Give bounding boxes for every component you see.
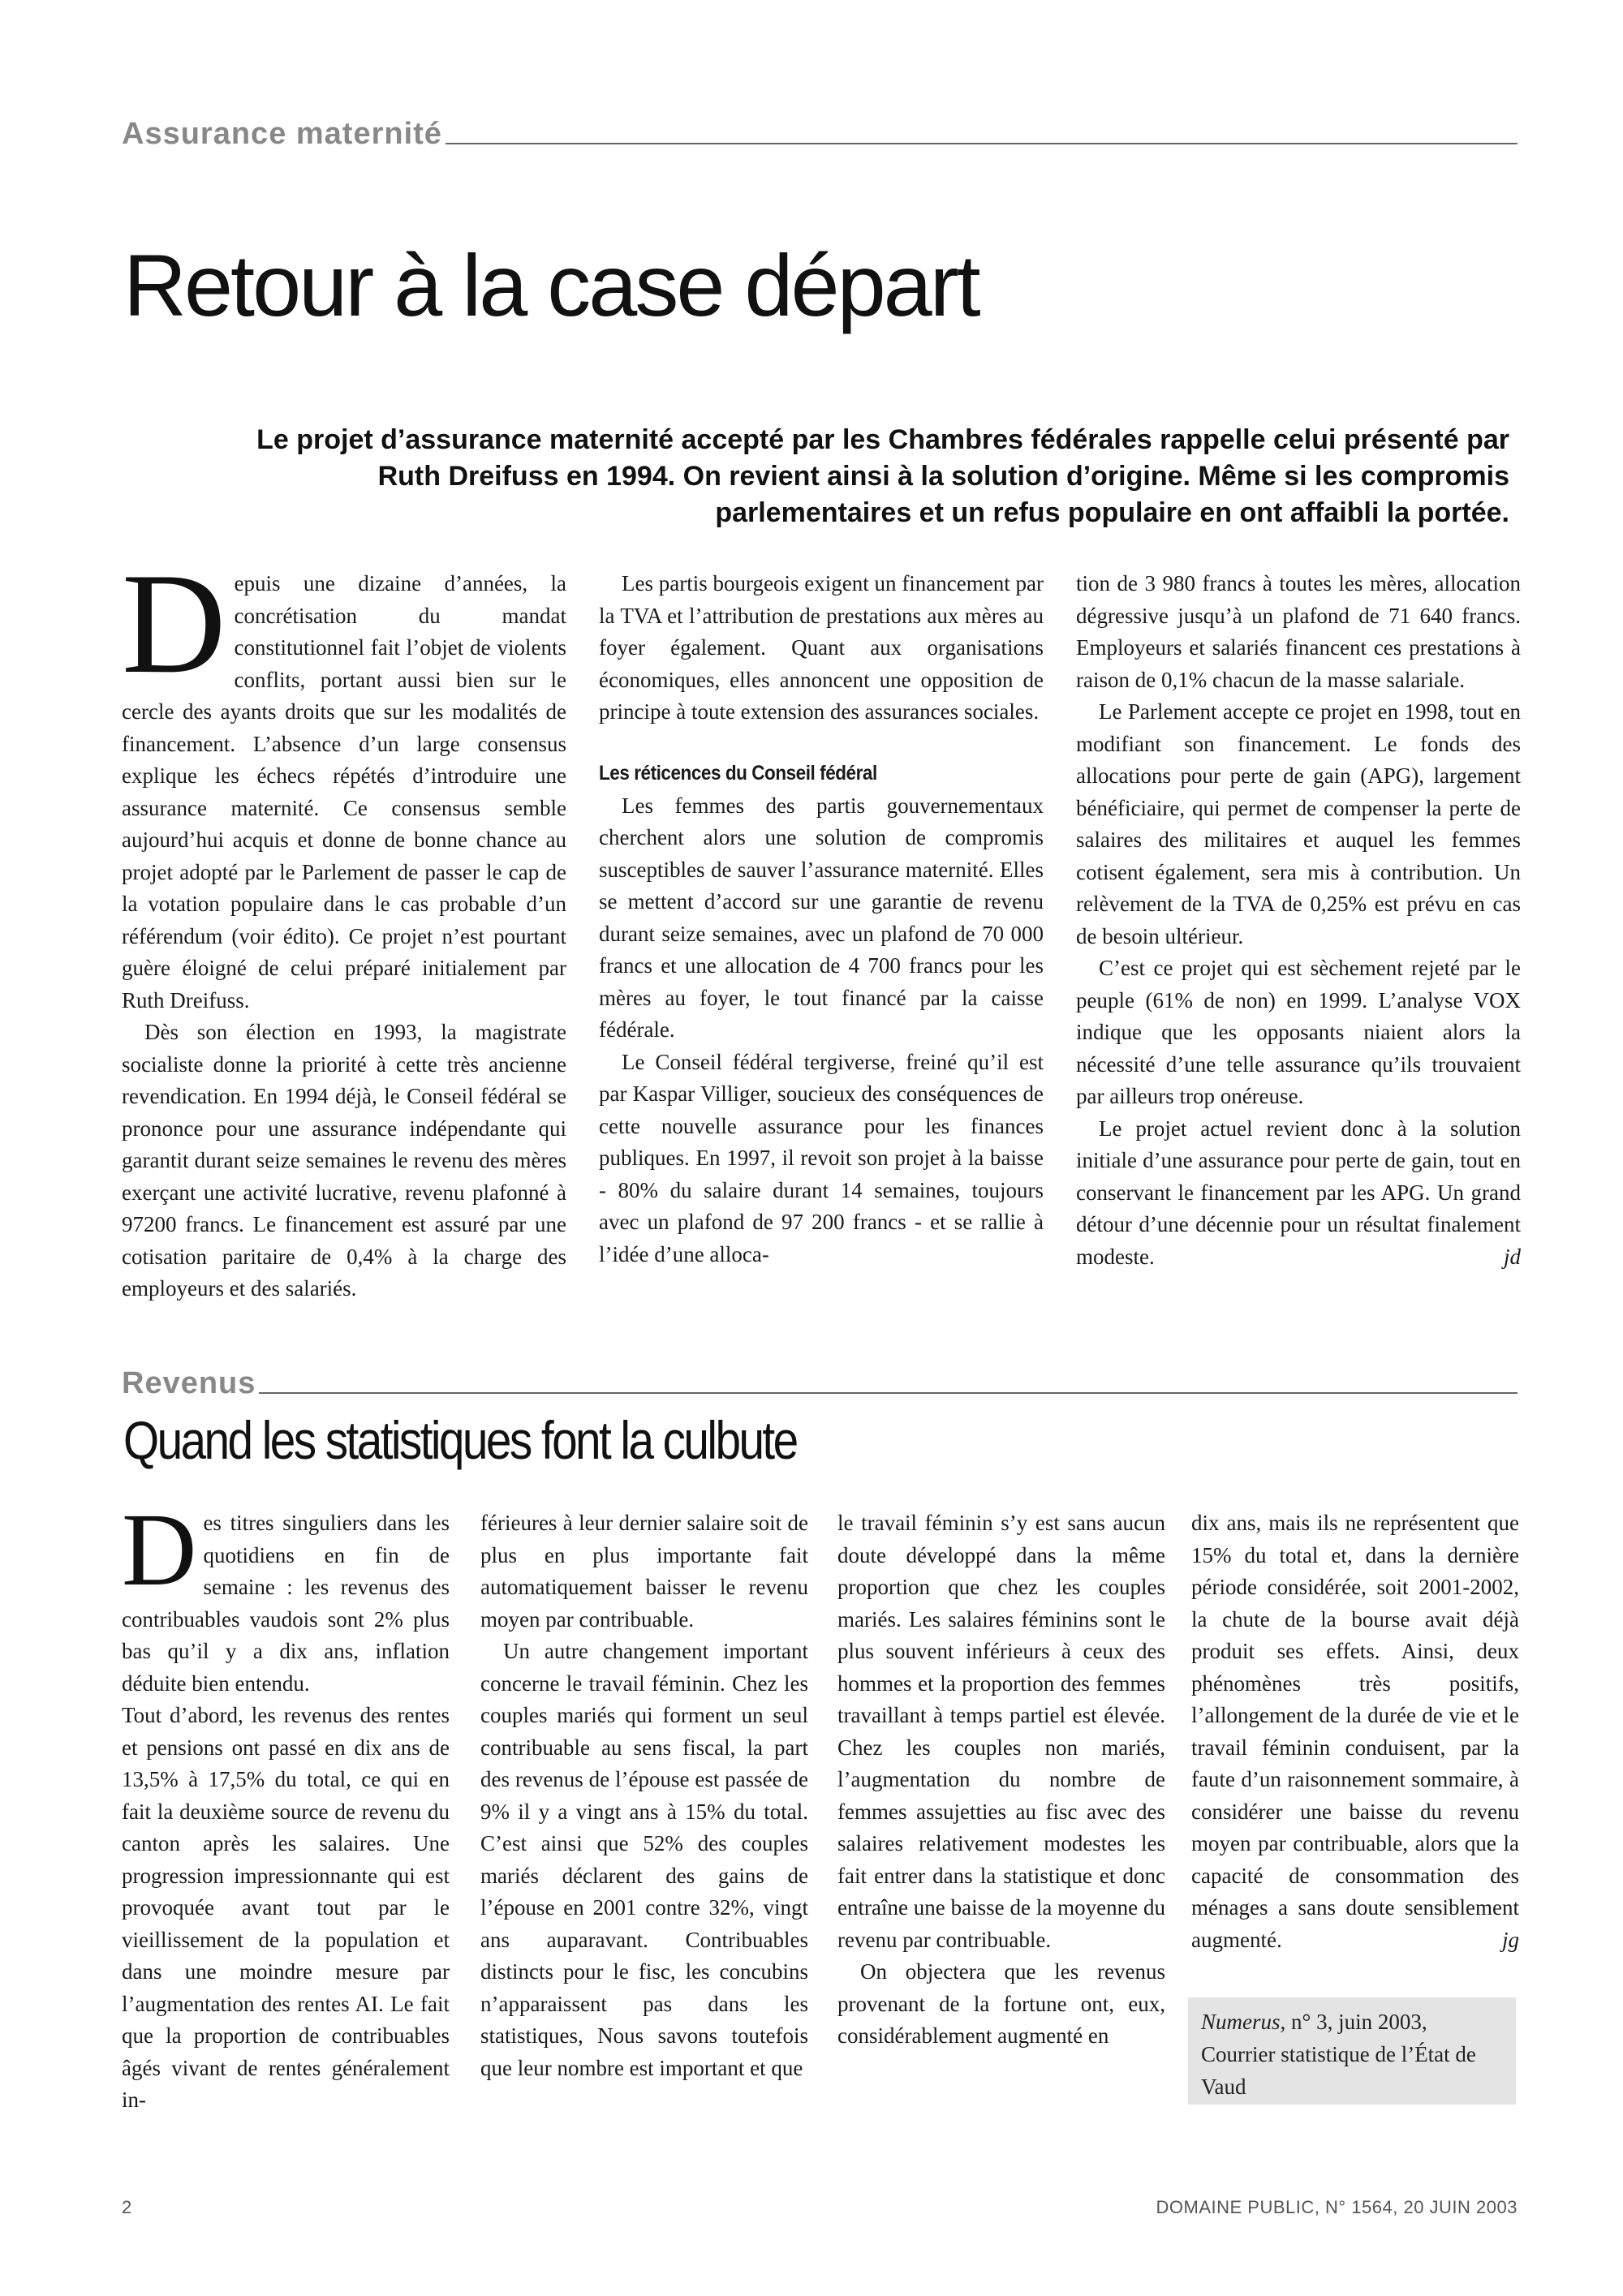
rubric-row-revenus [122, 1363, 1518, 1400]
publication-info: DOMAINE PUBLIC, N° 1564, 20 JUIN 2003 [1156, 2197, 1518, 2217]
drop-cap: D [122, 1492, 197, 1607]
article-column-3 [837, 1507, 1165, 2053]
paragraph: Des titres singuliers dans les quotidiens en fin de semaine : les revenus des contribuables vaudois sont 2% plus bas qu’il y a dix ans, inflation déduite bien entendu. [122, 1492, 450, 1696]
article-column-2 [480, 1507, 808, 2084]
paragraph: Le Parlement accepte ce projet en 1998, tout en modifiant son financement. Le fonds des allocations pour perte de gain (APG), largement bénéficiaire, qui permet de compenser la perte de salaires des militaires et auquel les femmes cotisent également, sera mis à contribution. Un relèvement de la TVA de 0,25% est prévu en cas de besoin ultérieur. [1076, 699, 1521, 948]
article-column-3 [1076, 568, 1521, 1273]
paragraph: Le projet actuel revient donc à la solution initiale d’une assurance pour perte de gain, tout en conservant le financement par les APG. Un grand détour d’une décennie pour un résultat finalement modeste. jd [1076, 1113, 1521, 1274]
paragraph: Tout d’abord, les revenus des rentes et pensions ont passé en dix ans de 13,5% à 17,5% du total, ce qui en fait la deuxième source de revenu du canton après les salaires. Une progression impressionnante qui est provoquée avant tout par le vieillissement de la population et dans une moindre mesure par l’augmentation des rentes AI. Le fait que la proportion de contribuables âgés vivant de rentes généralement in- [122, 1703, 450, 2112]
article-column-4 [1191, 1507, 1519, 1956]
paragraph: Le Conseil fédéral tergiverse, freiné qu’il est par Kaspar Villiger, soucieux des conséquences de cette nouvelle assurance pour les finances publiques. En 1997, il revoit son projet à la baisse - 80% du salaire durant 14 semaines, toujours avec un plafond de 97 200 francs - et se rallie à l’idée d’une alloca- [599, 1049, 1044, 1266]
source-details: n° 3, juin 2003, Courrier statistique de l’État de Vaud [1201, 2010, 1476, 2099]
article-lede: Le projet d’assurance maternité accepté par les Chambres fédérales rappelle celui présenté par Ruth Dreifuss en 1994. On revient ainsi à la solution d’origine. Même si les compromis parlementaires et un refus populaire en ont affaibli la portée. [256, 424, 1509, 528]
subheading: Les réticences du Conseil fédéral [599, 761, 877, 785]
paragraph: dix ans, mais ils ne représentent que 15% du total et, dans la dernière période considérée, soit 2001-2002, la chute de la bourse avait déjà produit ses effets. Ainsi, deux phénomènes très positifs, l’allongement de la durée de vie et le travail féminin conduisent, par la faute d’un raisonnement sommaire, à considérer une baisse du revenu moyen par contribuable, alors que la capacité de consommation des ménages a sans doute sensiblement augmenté. jg [1191, 1507, 1519, 1956]
page-number: 2 [122, 2197, 132, 2217]
paragraph: Les femmes des partis gouvernementaux cherchent alors une solution de compromis susceptibles de sauver l’assurance maternité. Elles se mettent d’accord sur une garantie de revenu durant seize semaines, avec un plafond de 70 000 francs et une allocation de 4 700 francs pour les mères au foyer, le tout financé par la caisse fédérale. [599, 793, 1044, 1042]
paragraph: le travail féminin s’y est sans aucun doute développé dans la même proportion que chez les couples mariés. Les salaires féminins sont le plus souvent inférieurs à ceux des hommes et la proportion des femmes travaillant à temps partiel est élevée. Chez les couples non mariés, l’augmentation du nombre de femmes assujetties au fisc avec des salaires relativement modestes les fait entrer dans la statistique et donc entraîne une baisse de la moyenne du revenu par contribuable. [837, 1511, 1165, 1952]
article-column-1 [122, 1492, 450, 2117]
paragraph: tion de 3 980 francs à toutes les mères, allocation dégressive jusqu’à un plafond de 71 640 francs. Employeurs et salariés financent ces prestations à raison de 0,1% chacun de la masse salariale. [1076, 571, 1521, 692]
article-column-2 [599, 568, 1044, 1271]
rubric-row-assurance [122, 114, 1518, 151]
drop-cap: D [122, 543, 226, 703]
source-box [1188, 1997, 1516, 2105]
paragraph: C’est ce projet qui est sèchement rejeté par le peuple (61% de non) en 1999. L’analyse VOX indique que les opposants niaient alors la nécessité d’une telle assurance qu’ils trouvaient par ailleurs trop onéreuse. [1076, 956, 1521, 1108]
paragraph: Un autre changement important concerne le travail féminin. Chez les couples mariés qui forment un seul contribuable au sens fiscal, la part des revenus de l’épouse est passée de 9% il y a vingt ans à 15% du total. C’est ainsi que 52% des couples mariés déclarent des gains de l’épouse en 2001 contre 32%, vingt ans auparavant. Contribuables distincts pour le fisc, les concubins n’apparaissent pas dans les statistiques, Nous savons toutefois que leur nombre est important et que [480, 1639, 808, 2080]
paragraph: férieures à leur dernier salaire soit de plus en plus importante fait automatiquement baisser le revenu moyen par contribuable. [480, 1511, 808, 1632]
article-title: Retour à la case départ [123, 236, 979, 334]
article-column-1 [122, 543, 566, 1305]
source-title: Numerus, [1201, 2010, 1286, 2034]
paragraph: Les partis bourgeois exigent un financement par la TVA et l’attribution de prestations aux mères au foyer également. Quant aux organisations économiques, elles annoncent une opposition de principe à toute extension des assurances sociales. [599, 571, 1044, 724]
author-signature: jg [1501, 1927, 1519, 1952]
author-signature: jd [1503, 1244, 1521, 1269]
section-rubric: Assurance maternité [122, 118, 446, 149]
paragraph: Depuis une dizaine d’années, la concrétisation du mandat constitutionnel fait l’objet de violents conflits, portant aussi bien sur le cercle des ayants droits que sur les modalités de financement. L’absence d’un large consensus explique les échecs répétés d’introduire une assurance maternité. Ce consensus semble aujourd’hui acquis et donne de bonne chance au projet adopté par le Parlement de passer le cap de la votation populaire dans le cas probable d’un référendum (voir édito). Ce projet n’est pourtant guère éloigné de celui préparé initialement par Ruth Dreifuss. [122, 543, 566, 1013]
section-rubric: Revenus [122, 1368, 259, 1399]
section-rule [122, 1392, 1518, 1394]
article-title: Quand les statistiques font la culbute [123, 1410, 797, 1470]
paragraph: On objectera que les revenus provenant de la fortune ont, eux, considérablement augmenté en [837, 1959, 1165, 2048]
paragraph: Dès son élection en 1993, la magistrate socialiste donne la priorité à cette très ancienne revendication. En 1994 déjà, le Conseil fédéral se prononce pour une assurance indépendante qui garantit durant seize semaines le revenu des mères exerçant une activité lucrative, revenu plafonné à 97200 francs. Le financement est assuré par une cotisation paritaire de 0,4% à la charge des employeurs et des salariés. [122, 1020, 566, 1301]
